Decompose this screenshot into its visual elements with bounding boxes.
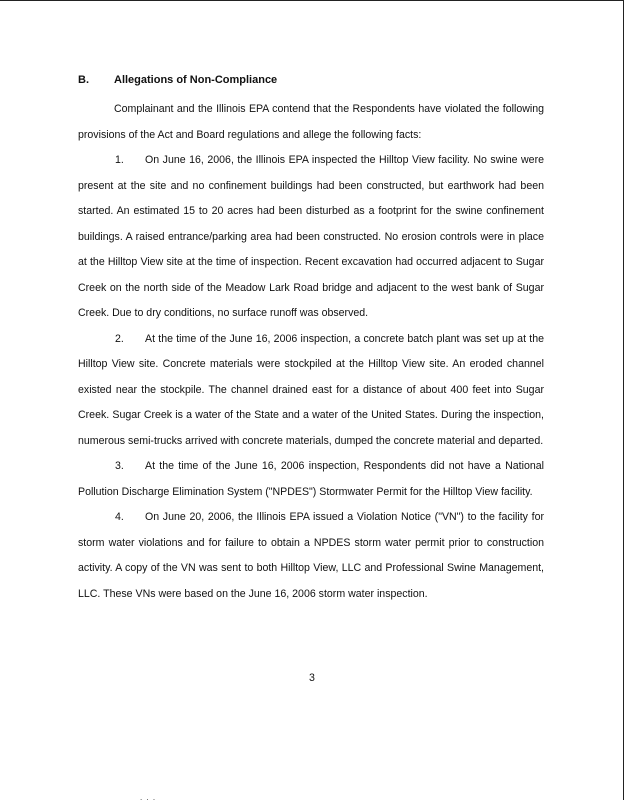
- allegation-paragraph-2: [78, 327, 544, 455]
- paragraph-text: At the time of the June 16, 2006 inspection, Respondents did not have a National Pollution Discharge Elimination System ("NPDES") Stormwater Permit for the Hilltop View facility.: [78, 460, 544, 498]
- paragraph-number: 4.: [115, 511, 124, 523]
- section-title: Allegations of Non-Compliance: [114, 74, 278, 86]
- document-body: [78, 97, 544, 607]
- paragraph-number: 1.: [115, 154, 124, 166]
- paragraph-number: 2.: [115, 332, 124, 345]
- allegation-paragraph-1: [78, 148, 544, 327]
- paragraph-number: 3.: [115, 460, 124, 472]
- scan-artifact-mark: . . .: [140, 793, 157, 802]
- section-letter: B.: [78, 74, 89, 86]
- intro-paragraph: Complainant and the Illinois EPA contend that the Respondents have violated the following provisions of the Act and Board regulations and allege the following facts:: [78, 103, 544, 141]
- page-number: 3: [309, 672, 315, 684]
- allegation-paragraph-4: [78, 505, 544, 607]
- paragraph-text: On June 16, 2006, the Illinois EPA inspected the Hilltop View facility. No swine were present at the site and no confinement buildings had been constructed, but earthwork had been started. An estimated 15 to 20 acres had been disturbed as a footprint for the swine confinement buildings. A raised entrance/parking area had been constructed. No erosion controls were in place at the Hilltop View site at the time of inspection. Recent excavation had occurred adjacent to Sugar Creek on the north side of the Meadow Lark Road bridge and adjacent to the west bank of Sugar Creek. Due to dry conditions, no surface runoff was observed.: [78, 154, 544, 319]
- paragraph-text: At the time of the June 16, 2006 inspection, a concrete batch plant was set up at the Hilltop View site. Concrete materials were stockpiled at the Hilltop View site. An eroded channel existed near the stockpile. The channel drained east for a distance of about 400 feet into Sugar Creek. Sugar Creek is a water of the State and a water of the United States. During the inspection, numerous semi-trucks arrived with concrete materials, dumped the concrete material and departed.: [78, 332, 544, 447]
- page-top-border: [0, 0, 624, 1]
- section-heading: [78, 73, 277, 87]
- paragraph-text: On June 20, 2006, the Illinois EPA issued a Violation Notice ("VN") to the facility for storm water violations and for failure to obtain a NPDES storm water permit prior to construction activity. A copy of the VN was sent to both Hilltop View, LLC and Professional Swine Management, LLC. These VNs were based on the June 16, 2006 storm water inspection.: [78, 511, 544, 600]
- allegation-paragraph-3: [78, 454, 544, 505]
